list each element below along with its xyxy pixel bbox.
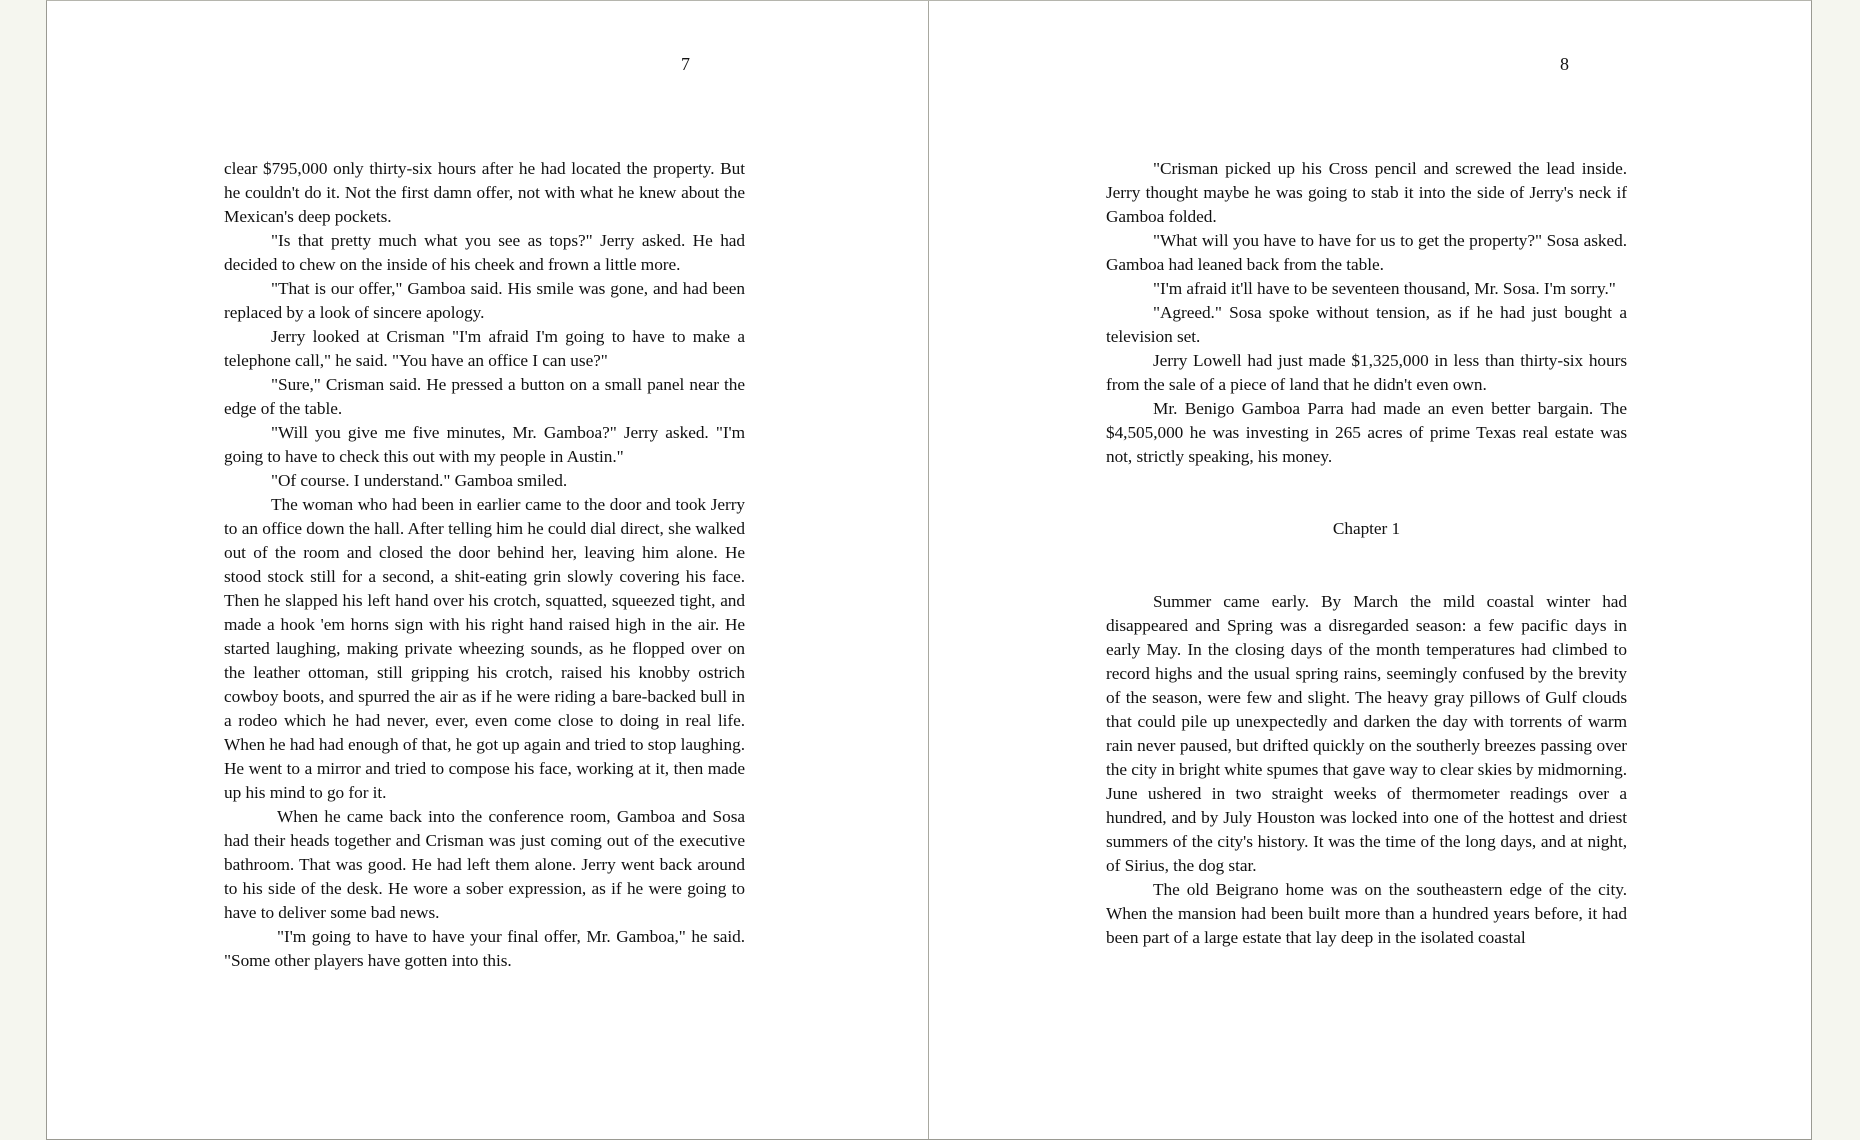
book-spread: [46, 0, 1812, 1140]
paragraph: Mr. Benigo Gamboa Parra had made an even better bargain. The $4,505,000 he was investing in 265 acres of prime Texas real estate was not, strictly speaking, his money.: [1106, 399, 1627, 466]
paragraph: The old Beigrano home was on the southeastern edge of the city. When the mansion had been built more than a hundred years before, it had been part of a large estate that lay deep in the isolated coastal: [1106, 880, 1627, 947]
paragraph: "What will you have to have for us to get the property?" Sosa asked. Gamboa had leaned back from the table.: [1106, 231, 1627, 274]
paragraph: "Sure," Crisman said. He pressed a button on a small panel near the edge of the table.: [224, 375, 745, 418]
paragraph: "I'm going to have to have your final offer, Mr. Gamboa," he said. "Some other players have gotten into this.: [224, 927, 745, 970]
chapter-heading: Chapter 1: [1332, 519, 1401, 538]
paragraph: "Is that pretty much what you see as tops?" Jerry asked. He had decided to chew on the inside of his cheek and frown a little more.: [224, 231, 745, 274]
paragraph: "Agreed." Sosa spoke without tension, as if he had just bought a television set.: [1106, 303, 1627, 346]
page-number: 7: [681, 54, 690, 74]
page-text: [224, 157, 745, 973]
paragraph: "I'm afraid it'll have to be seventeen thousand, Mr. Sosa. I'm sorry.": [1153, 279, 1616, 298]
left-page: [47, 1, 929, 1139]
paragraph: clear $795,000 only thirty-six hours after he had located the property. But he couldn't do it. Not the first damn offer, not with what he knew about the Mexican's deep pockets.: [224, 159, 745, 226]
page-text: [1106, 157, 1627, 950]
paragraph: Jerry Lowell had just made $1,325,000 in less than thirty-six hours from the sale of a piece of land that he didn't even own.: [1106, 351, 1627, 394]
paragraph: "That is our offer," Gamboa said. His smile was gone, and had been replaced by a look of sincere apology.: [224, 279, 745, 322]
paragraph: "Will you give me five minutes, Mr. Gamboa?" Jerry asked. "I'm going to have to check this out with my people in Austin.": [224, 423, 745, 466]
paragraph: When he came back into the conference room, Gamboa and Sosa had their heads together and Crisman was just coming out of the executive bathroom. That was good. He had left them alone. Jerry went back around to his side of the desk. He wore a sober expression, as if he were going to have to deliver some bad news.: [224, 807, 745, 922]
paragraph: "Of course. I understand." Gamboa smiled.: [271, 471, 568, 490]
paragraph: Jerry looked at Crisman "I'm afraid I'm going to have to make a telephone call," he said. "You have an office I can use?": [224, 327, 745, 370]
page-number: 8: [1560, 54, 1569, 74]
paragraph: "Crisman picked up his Cross pencil and screwed the lead inside. Jerry thought maybe he was going to stab it into the side of Jerry's neck if Gamboa folded.: [1106, 159, 1627, 226]
right-page: [929, 1, 1811, 1139]
paragraph: Summer came early. By March the mild coastal winter had disappeared and Spring was a disregarded season: a few pacific days in early May. In the closing days of the month temperatures had climbed to record highs and the usual spring rains, seemingly confused by the brevity of the season, were few and slight. The heavy gray pillows of Gulf clouds that could pile up unexpectedly and darken the day with torrents of warm rain never paused, but drifted quickly on the southerly breezes passing over the city in bright white spumes that gave way to clear skies by midmorning. June ushered in two straight weeks of thermometer readings over a hundred, and by July Houston was locked into one of the hottest and driest summers of the city's history. It was the time of the long days, and at night, of Sirius, the dog star.: [1106, 592, 1627, 875]
paragraph: The woman who had been in earlier came to the door and took Jerry to an office down the hall. After telling him he could dial direct, she walked out of the room and closed the door behind her, leaving him alone. He stood stock still for a second, a shit-eating grin slowly covering his face. Then he slapped his left hand over his crotch, squatted, squeezed tight, and made a hook 'em horns sign with his right hand raised high in the air. He started laughing, making private wheezing sounds, as he flopped over on the leather ottoman, still gripping his crotch, raised his knobby ostrich cowboy boots, and spurred the air as if he were riding a bare-backed bull in a rodeo which he had never, ever, even come close to doing in real life. When he had had enough of that, he got up again and tried to stop laughing. He went to a mirror and tried to compose his face, working at it, then made up his mind to go for it.: [224, 495, 745, 802]
